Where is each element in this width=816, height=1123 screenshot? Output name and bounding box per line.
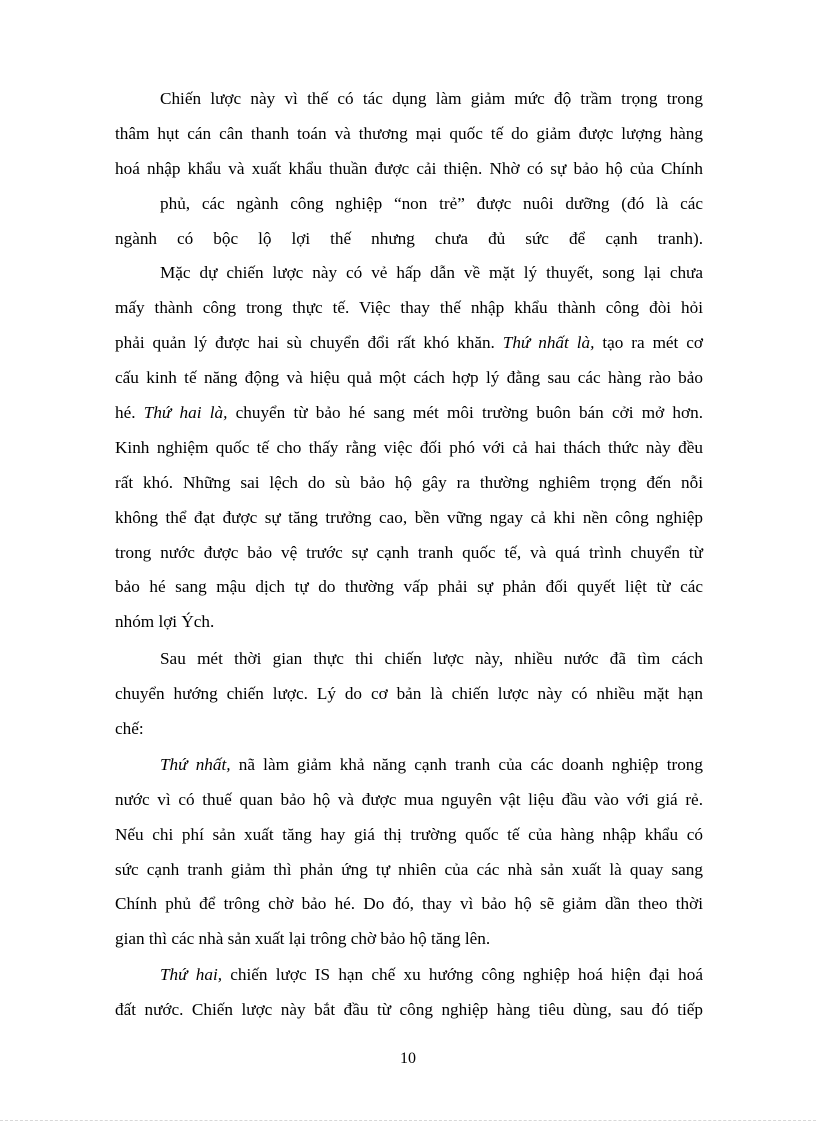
text-line: gian thì các nhà sản xuất lại trông chờ bảo hộ tăng lên.: [115, 929, 491, 949]
text-line: Chính phủ để trông chờ bảo hé. Do đó, thay vì bảo hộ sẽ giảm dần theo thời: [115, 894, 703, 914]
text-line: Sau mét thời gian thực thi chiến lược này, nhiều nước đã tìm cách: [160, 649, 703, 669]
text-line: [115, 396, 703, 431]
page-divider: [0, 1120, 816, 1121]
text-line: sức cạnh tranh giảm thì phản ứng tự nhiên của các nhà sản xuất là quay sang: [115, 859, 703, 879]
text-run: chuyển từ bảo hé sang mét môi trường buôn bán cởi mở hơn.: [227, 403, 703, 423]
text-line: trong nước được bảo vệ trước sự cạnh tranh quốc tế, và quá trình chuyển từ: [115, 542, 703, 562]
text-line: Mặc dự chiến lược này có vẻ hấp dẫn về mặt lý thuyết, song lại chưa: [160, 263, 703, 283]
paragraph-2: [115, 256, 703, 640]
text-line: thâm hụt cán cân thanh toán và thương mại quốc tế do giảm được lượng hàng: [115, 123, 703, 143]
page-number: 10: [400, 1050, 416, 1067]
text-line: chuyển hướng chiến lược. Lý do cơ bản là chiến lược này có nhiều mặt hạn: [115, 684, 703, 704]
text-line: ngành có bộc lộ lợi thế nhưng chưa đủ sức để cạnh tranh).: [115, 228, 703, 248]
emphasis: Thứ hai,: [160, 965, 223, 985]
text-run: nã làm giảm khả năng cạnh tranh của các doanh nghiệp trong: [230, 754, 703, 774]
text-run: hé.: [115, 403, 144, 423]
text-line: phủ, các ngành công nghiệp “non trẻ” được nuôi dưỡng (đó là các: [160, 193, 703, 213]
text-line: chế:: [115, 719, 144, 739]
emphasis: Thứ nhất là,: [502, 333, 595, 353]
text-run: phải quản lý được hai sù chuyển đổi rất khó khăn.: [115, 333, 503, 353]
text-line: hoá nhập khẩu và xuất khẩu thuần được cải thiện. Nhờ có sự bảo hộ của Chính: [115, 158, 703, 178]
text-line: [115, 326, 703, 361]
text-line: [115, 958, 703, 993]
emphasis: Thứ nhất,: [160, 754, 231, 774]
emphasis: Thứ hai là,: [143, 403, 228, 423]
text-line: Nếu chi phí sản xuất tăng hay giá thị trường quốc tế của hàng nhập khẩu có: [115, 824, 703, 844]
text-line: không thể đạt được sự tăng trưởng cao, bền vững ngay cả khi nền công nghiệp: [115, 507, 703, 527]
text-run: tạo ra mét cơ: [594, 333, 703, 353]
text-line: Kinh nghiệm quốc tế cho thấy rằng việc đối phó với cả hai thách thức này đều: [115, 437, 703, 457]
text-line: nhóm lợi Ých.: [115, 612, 215, 632]
text-line: đất nước. Chiến lược này bắt đầu từ công nghiệp hàng tiêu dùng, sau đó tiếp: [115, 1000, 703, 1020]
text-line: Chiến lược này vì thế có tác dụng làm giảm mức độ trầm trọng trong: [160, 89, 703, 108]
paragraph-3: [115, 642, 703, 747]
text-line: mấy thành công trong thực tế. Việc thay thế nhập khẩu thành công đòi hỏi: [115, 298, 703, 318]
text-run: chiến lược IS hạn chế xu hướng công nghiệp hoá hiện đại hoá: [222, 965, 703, 985]
paragraph-5: [115, 958, 703, 1028]
text-line: nước vì có thuế quan bảo hộ và được mua nguyên vật liệu đầu vào với giá rẻ.: [115, 789, 703, 809]
text-line: cấu kinh tế năng động và hiệu quả một cách hợp lý đằng sau các hàng rào bảo: [115, 368, 703, 388]
text-line: [115, 748, 703, 783]
paragraph-1: [115, 82, 703, 256]
text-line: rất khó. Những sai lệch do sù bảo hộ gây ra thường nghiêm trọng đến nỗi: [115, 472, 703, 492]
text-line: bảo hé sang mậu dịch tự do thường vấp phải sự phản đối quyết liệt từ các: [115, 577, 703, 597]
paragraph-4: [115, 748, 703, 957]
document-page: [115, 82, 703, 1028]
